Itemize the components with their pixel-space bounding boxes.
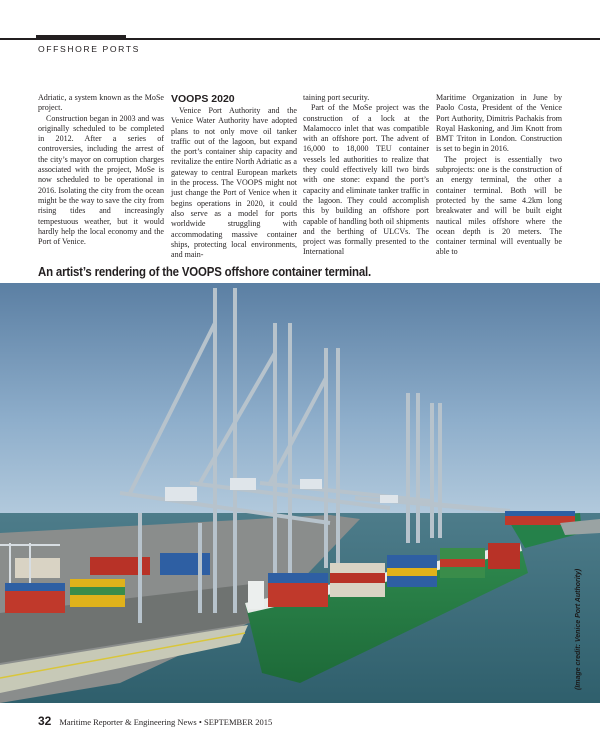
terminal-rendering-image [0, 283, 600, 703]
page-number: 32 [38, 714, 52, 728]
paragraph: Venice Port Authority and the Venice Water Authority have adopted plans to not only move oil tanker traffic out of the lagoon, but expand the port’s container ship capacity and revitalize the entire North Adriatic as a gateway to central European markets in the process. The VOOPS might not just change the Port of Venice when it begins operations in 2020, it could also serve as a model for ports worldwide struggling with accommodating massive container ships, protecting local environments, and main- [171, 106, 297, 260]
paragraph: Part of the MoSe project was the construction of a lock at the Malamocco inlet that was compatible with an offshore port. The advent of 16,000 to 18,000 TEU container vessels led authorities to realize that they could effectively kill two birds with one stone: expand the port’s capacity and eliminate tanker traffic in the lagoon. They could accomplish this by building an offshore port capable of handling both oil shipments and the berthing of ULCVs. The project was formally presented to the International [303, 103, 429, 257]
image-credit: (Image credit: Venice Port Authority) [575, 568, 582, 690]
paragraph: Adriatic, a system known as the MoSe project. [38, 93, 164, 113]
paragraph: The project is essentially two subprojects: one is the construction of an energy terminal, the other a container terminal. Both will be protected by the same 4.2km long breakwater and will be built eight nautical miles offshore where the ocean depth is 20 meters. The container terminal will eventually be able to [436, 154, 562, 257]
subheading: VOOPS 2020 [171, 93, 235, 105]
paragraph: Construction began in 2003 and was originally scheduled to be completed in 2012. After a series of controversies, including the arrest of the city’s mayor on corruption charges associated with the project, MoSe is now scheduled to be operational in 2016. Isolating the city from the ocean might be the way to save the city from rising tides and increasingly tempestuous weather, but it would hardly help the local economy and the Port of Venice. [38, 113, 164, 247]
paragraph: Maritime Organization in June by Paolo Costa, President of the Venice Port Authority, Dimitris Pachakis from Royal Haskoning, and Jim Knott from BMT Triton in London. Construction is set to begin in 2016. [436, 93, 562, 154]
header-rule [0, 38, 600, 40]
article-column-3 [303, 93, 429, 258]
paragraph: taining port security. [303, 93, 370, 102]
article-column-1 [38, 93, 164, 247]
article-column-2 [171, 93, 297, 260]
publication-line: Maritime Reporter & Engineering News • SEPTEMBER 2015 [59, 717, 273, 727]
page-footer [38, 712, 272, 730]
article-column-4 [436, 93, 562, 258]
figure-caption: An artist’s rendering of the VOOPS offshore container terminal. [38, 264, 372, 279]
section-label: OFFSHORE PORTS [38, 44, 140, 54]
